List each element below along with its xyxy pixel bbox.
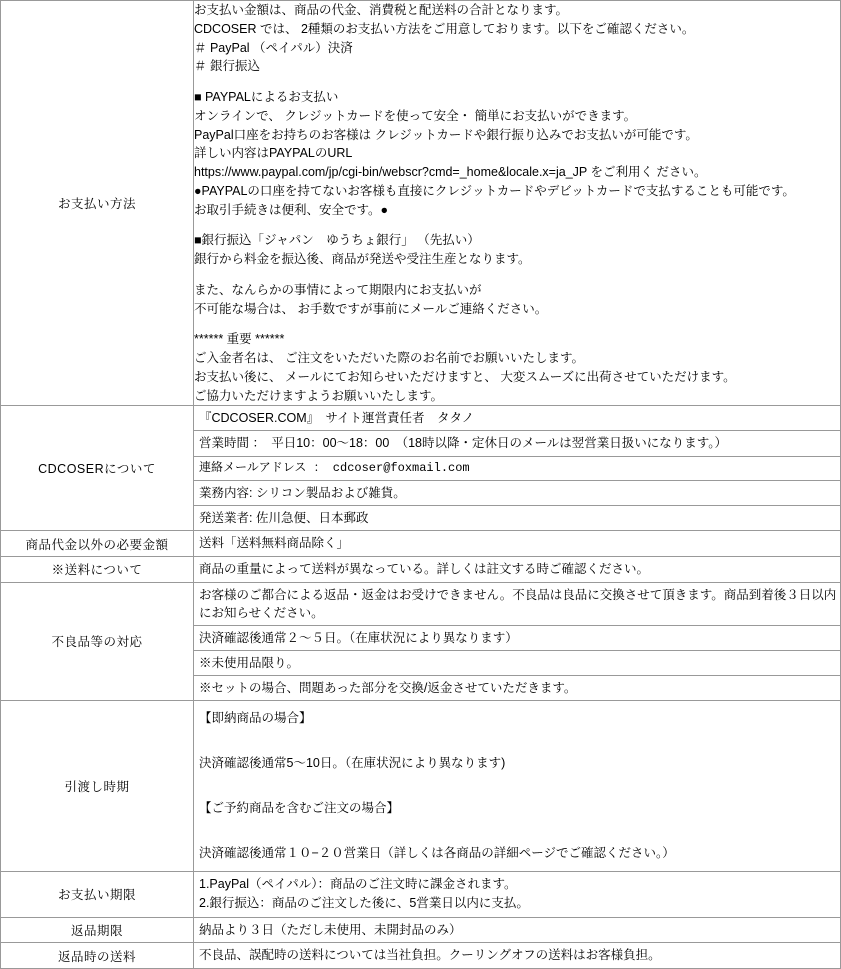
text-line: 1.PayPal（ペイパル）：商品のご注文時に課金されます。 — [199, 876, 517, 891]
row-content-payment-deadline — [194, 871, 841, 917]
row-label-extra-fees: 商品代金以外の必要金額 — [1, 531, 194, 557]
spacer-line — [194, 318, 840, 330]
text-line: ご入金者名は、 ご注文をいただいた際のお名前でお願いいたします。 — [194, 351, 584, 365]
text-line: 送料「送料無料商品除く」 — [199, 536, 350, 551]
spacer-line — [199, 820, 840, 843]
text-line: お取引手続きは便利、安全です。● — [194, 202, 389, 217]
text-line: 【即納商品の場合】 — [199, 711, 312, 726]
text-line: お支払い金額は、商品の代金、消費税と配送料の合計となります。 — [194, 3, 569, 17]
text-line: CDCOSER では、 2種類のお支払い方法をご用意しております。以下をご確認ください。 — [194, 21, 695, 36]
text-line: お支払い後に、 メールにてお知らせいただけますと、 大変スムーズに出荷させていただけます。 — [194, 369, 736, 384]
table-body — [1, 1, 841, 969]
text-line: ●PAYPALの口座を持てないお客様も直接にクレジットカードやデビットカードで支払することも可能です。 — [194, 183, 795, 198]
row-label-shipping-fee: ※送料について — [1, 556, 194, 582]
spacer-line — [194, 219, 840, 231]
table-row — [1, 701, 841, 872]
row-content-shipping-fee — [194, 556, 841, 582]
row-label-delivery-time: 引渡し時期 — [1, 701, 194, 872]
text-line: PayPal口座をお持ちのお客様は クレジットカードや銀行振り込みでお支払いが可能です。 — [194, 127, 698, 142]
text-line: 不可能な場合は、 お手数ですが事前にメールご連絡ください。 — [194, 301, 548, 316]
row-content-defective-goods — [194, 582, 841, 701]
row-label-about-cdcoser: CDCOSERについて — [1, 406, 194, 531]
text-line: ■ PAYPALによるお支払い — [194, 90, 339, 104]
table-row — [1, 406, 841, 531]
spacer-line — [194, 76, 840, 88]
text-line: 【ご予約商品を含むご注文の場合】 — [199, 801, 400, 816]
text-line: 詳しい内容はPAYPALのURL — [194, 146, 353, 161]
defect-line-unused: ※未使用品限り。 — [194, 651, 840, 676]
table-row — [1, 531, 841, 557]
text-line: 銀行から料金を振込後、商品が発送や受注生産となります。 — [194, 252, 531, 266]
text-line: また、なんらかの事情によって期限内にお支払いが — [194, 282, 482, 297]
text-line: 不良品、誤配時の送料については当社負担。クーリングオフの送料はお客様負担。 — [199, 948, 661, 963]
defect-line-duration: 決済確認後通常２〜５日。（在庫状況により異なります） — [194, 626, 840, 651]
text-line: ご協力いただけますようお願いいたします。 — [194, 388, 444, 403]
text-line: 納品より３日（ただし未使用、未開封品のみ） — [199, 922, 462, 937]
row-label-return-deadline: 返品期限 — [1, 917, 194, 943]
table-row — [1, 556, 841, 582]
text-line: ****** 重要 ****** — [194, 332, 285, 347]
about-line-hours: 営業時間 ： 平日10：00〜18：00 （18時以降・定休日のメールは翌営業日扱いになります。） — [194, 431, 840, 456]
table-row — [1, 1, 841, 406]
table-row — [1, 943, 841, 969]
text-line: 決済確認後通常5〜10日。（在庫状況により異なります) — [199, 756, 506, 771]
row-content-about-cdcoser — [194, 406, 841, 531]
text-line: オンラインで、 クレジットカードを使って安全・ 簡単にお支払いができます。 — [194, 108, 637, 123]
about-line-operator: 『CDCOSER.COM』 サイト運営責任者 タタノ — [194, 406, 840, 431]
text-line: ＃ PayPal （ペイパル）決済 — [194, 40, 353, 55]
about-line-shipping-carrier: 発送業者: 佐川急便、日本郵政 — [199, 511, 369, 526]
row-label-payment-deadline: お支払い期限 — [1, 871, 194, 917]
row-content-delivery-time — [194, 701, 841, 872]
row-label-defective-goods: 不良品等の対応 — [1, 582, 194, 701]
text-line: ＃ 銀行振込 — [194, 59, 260, 74]
row-content-payment-method — [194, 1, 841, 406]
row-label-payment-method: お支払い方法 — [1, 1, 194, 406]
delivery-lines — [194, 701, 840, 871]
table-row — [1, 871, 841, 917]
paypal-url-line[interactable]: https://www.paypal.com/jp/cgi-bin/webscr?cmd=_home&locale.x=ja_JP をご利用く ださい。 — [194, 165, 707, 179]
text-line: 決済確認後通常１０−２０営業日（詳しくは各商品の詳細ページでご確認ください。） — [199, 846, 675, 861]
payment-deadline-lines — [194, 872, 840, 917]
about-line-email[interactable]: 連絡メールアドレス ： cdcoser@foxmail.com — [194, 457, 840, 481]
spacer-line — [194, 269, 840, 281]
spacer-line — [199, 730, 840, 753]
row-content-return-shipping — [194, 943, 841, 969]
row-content-extra-fees — [194, 531, 841, 557]
about-line-business: 業務内容: シリコン製品および雑貨。 — [194, 481, 840, 506]
text-line: 商品の重量によって送料が異なっている。詳しくは註文する時ご確認ください。 — [199, 561, 650, 576]
defect-line-policy: お客様のご都合による返品・返金はお受けできません。不良品は良品に交換させて頂きます。商品到着後３日以内にお知らせください。 — [194, 583, 840, 626]
table-row — [1, 917, 841, 943]
row-label-return-shipping: 返品時の送料 — [1, 943, 194, 969]
table-row — [1, 582, 841, 701]
text-line: ■銀行振込「ジャパン ゆうちょ銀行」 （先払い） — [194, 233, 480, 248]
defect-line-set: ※セットの場合、問題あった部分を交換/返金させていただきます。 — [199, 681, 577, 696]
row-content-return-deadline — [194, 917, 841, 943]
text-line: 2.銀行振込：商品のご注文した後に、5営業日以内に支払。 — [199, 896, 529, 911]
spacer-line — [199, 775, 840, 798]
